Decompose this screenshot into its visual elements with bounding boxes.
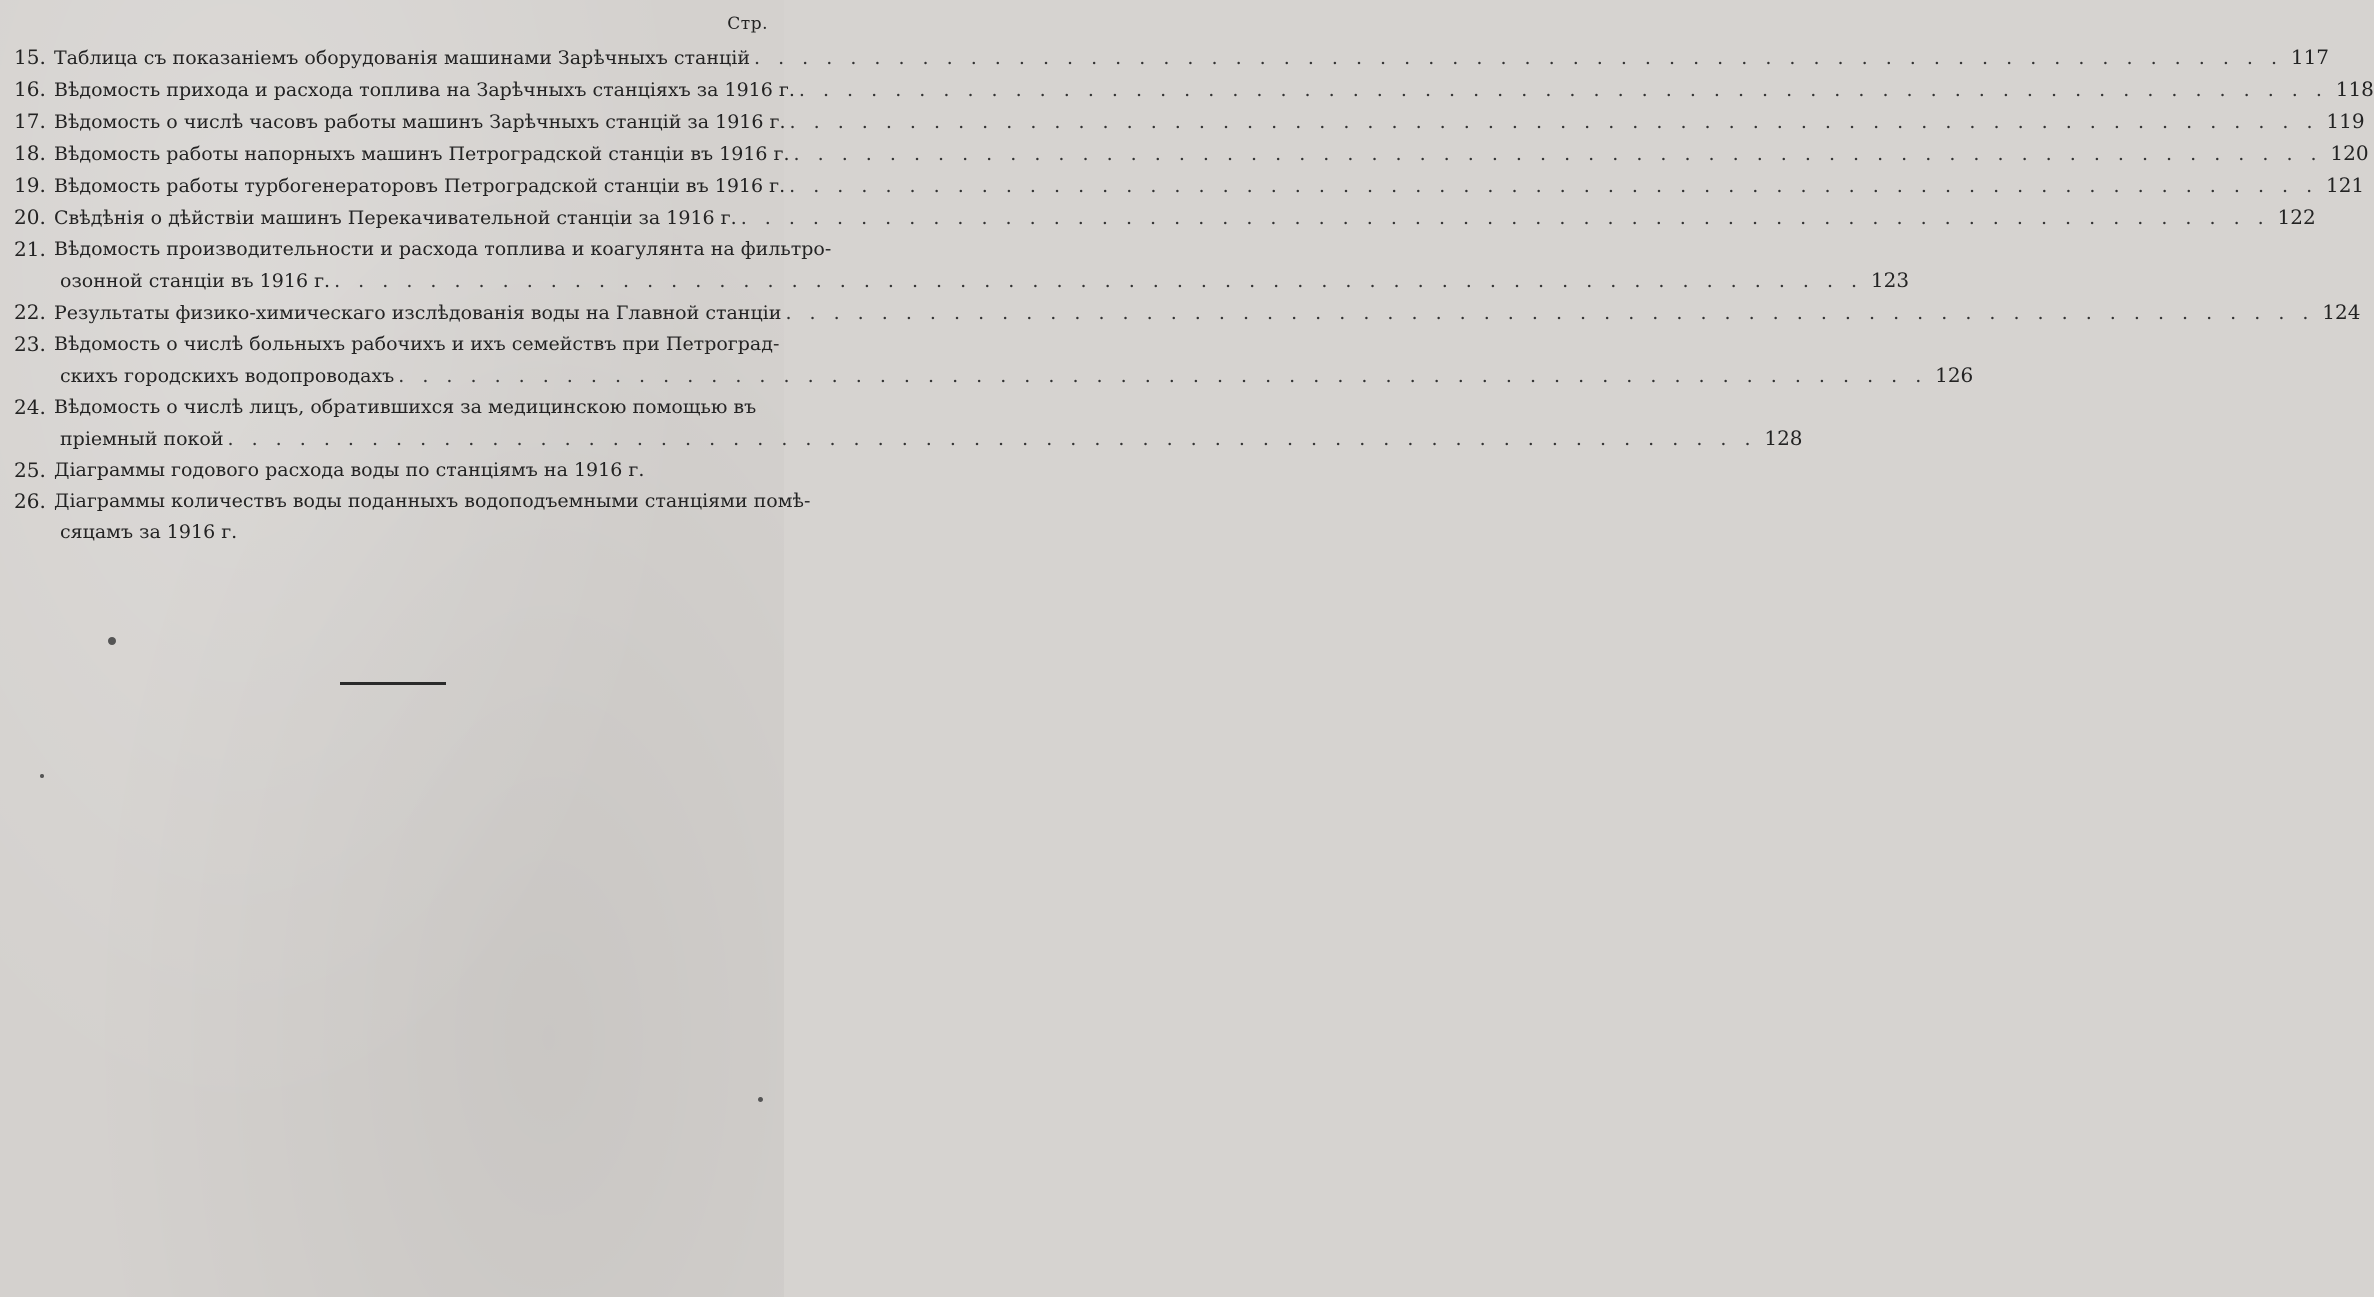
toc-entry-page-number: 126 xyxy=(1935,363,1974,387)
toc-entry-number: 24. xyxy=(14,395,46,419)
dot-leader xyxy=(754,43,2283,74)
toc-entry-line xyxy=(54,392,1803,423)
toc-entry-title: скихъ городскихъ водопроводахъ xyxy=(60,365,395,387)
toc-entry-number: 18. xyxy=(14,141,46,165)
toc-entry-page-number: 122 xyxy=(2277,205,2316,229)
toc-entry xyxy=(14,455,772,486)
toc-entry-title: Вѣдомость производительности и расхода топлива и коагулянта на фильтро- xyxy=(54,238,832,260)
toc-entry-body xyxy=(54,486,810,548)
toc-entry-title: озонной станціи въ 1916 г. xyxy=(60,270,331,292)
toc-entry-title: Вѣдомость о числѣ лицъ, обратившихся за медицинскою помощью въ xyxy=(54,396,757,418)
toc-entry-line xyxy=(54,74,2374,106)
toc-entry-number: 26. xyxy=(14,489,46,513)
toc-entry-title: сяцамъ за 1916 г. xyxy=(60,521,238,543)
toc-entry-title: Свѣдѣнія о дѣйствіи машинъ Перекачивательной станціи за 1916 г. xyxy=(54,207,737,229)
toc-entry-line xyxy=(54,423,1803,455)
toc-entry xyxy=(14,329,1974,392)
toc-entry-line xyxy=(54,455,772,486)
toc-entry-line xyxy=(54,486,810,517)
toc-entry-number: 19. xyxy=(14,173,46,197)
toc-entry-line xyxy=(54,42,2329,74)
toc-entry-line xyxy=(54,202,2316,234)
toc-entry-title: Вѣдомость прихода и расхода топлива на Зарѣчныхъ станціяхъ за 1916 г. xyxy=(54,79,795,101)
section-divider-rule xyxy=(340,682,446,685)
toc-entry-title: Вѣдомость о числѣ часовъ работы машинъ Зарѣчныхъ станцій за 1916 г. xyxy=(54,111,786,133)
toc-entry-body xyxy=(54,138,2369,170)
toc-entry xyxy=(14,74,2374,106)
toc-entry-page-number: 128 xyxy=(1764,426,1803,450)
toc-entry-number: 20. xyxy=(14,205,46,229)
toc-entry-body xyxy=(54,170,2364,202)
toc-entry-page-number: 124 xyxy=(2322,300,2361,324)
toc-entry-body xyxy=(54,329,1973,392)
toc-entry-number: 16. xyxy=(14,77,46,101)
toc-entry-body xyxy=(54,74,2374,106)
toc-entry-line xyxy=(54,234,1909,265)
toc-entry xyxy=(14,202,2316,234)
dot-leader xyxy=(799,75,2328,106)
dot-leader xyxy=(785,298,2314,329)
toc-entry-number: 22. xyxy=(14,300,46,324)
toc-entry-line xyxy=(54,265,1909,297)
toc-entry xyxy=(14,486,811,548)
toc-entry-number: 15. xyxy=(14,45,46,69)
toc-entry-title: Таблица съ показаніемъ оборудованія машинами Зарѣчныхъ станцій xyxy=(54,47,750,69)
toc-entry-page-number: 120 xyxy=(2330,141,2369,165)
toc-entry-title: Вѣдомость работы турбогенераторовъ Петроградской станціи въ 1916 г. xyxy=(54,175,786,197)
toc-entry-title: Діаграммы количествъ воды поданныхъ водоподъемными станціями помѣ- xyxy=(54,490,811,512)
toc-entry-title: Результаты физико-химическаго изслѣдованія воды на Главной станціи xyxy=(54,302,782,324)
toc-entry-title: Діаграммы годового расхода воды по станціямъ на 1916 г. xyxy=(54,459,645,481)
toc-entry-body xyxy=(54,106,2365,138)
toc-entry-number: 17. xyxy=(14,109,46,133)
toc-entry-line xyxy=(54,138,2369,170)
dot-leader xyxy=(334,266,1863,297)
dot-leader xyxy=(790,107,2319,138)
toc-entry-page-number: 117 xyxy=(2290,45,2330,69)
toc-entry-title: пріемный покой xyxy=(60,428,224,450)
table-of-contents xyxy=(14,42,2374,548)
toc-entry xyxy=(14,138,2369,170)
toc-entry-line xyxy=(54,297,2360,329)
toc-entry-title: Вѣдомость работы напорныхъ машинъ Петроградской станціи въ 1916 г. xyxy=(54,143,790,165)
paper-speck xyxy=(758,1097,763,1102)
toc-entry-line xyxy=(54,170,2364,202)
toc-entry xyxy=(14,42,2330,74)
toc-entry-body xyxy=(54,42,2329,74)
toc-entry-body xyxy=(54,392,1803,455)
toc-entry-page-number: 121 xyxy=(2325,173,2365,197)
toc-entry xyxy=(14,106,2365,138)
show-through-texture xyxy=(0,560,784,1297)
toc-entry-page-number: 123 xyxy=(1870,268,1910,292)
dot-leader xyxy=(789,171,2318,202)
toc-entry xyxy=(14,392,1803,455)
toc-entry-number: 21. xyxy=(14,237,46,261)
toc-entry-number: 23. xyxy=(14,332,46,356)
toc-entry-line xyxy=(54,106,2365,138)
toc-entry-line xyxy=(54,517,810,548)
paper-speck xyxy=(108,637,116,645)
toc-entry-body xyxy=(54,297,2360,329)
toc-entry-body xyxy=(54,202,2316,234)
toc-entry-title: Вѣдомость о числѣ больныхъ рабочихъ и ихъ семействъ при Петроград- xyxy=(54,333,780,355)
toc-entry-number: 25. xyxy=(14,458,46,482)
toc-entry-body xyxy=(54,234,1909,297)
toc-entry-line xyxy=(54,329,1973,360)
toc-entry xyxy=(14,297,2361,329)
toc-entry xyxy=(14,170,2365,202)
toc-entry-body xyxy=(54,455,772,486)
toc-entry-line xyxy=(54,360,1973,392)
toc-entry xyxy=(14,234,1910,297)
dot-leader xyxy=(741,203,2270,234)
toc-entry-page-number: 119 xyxy=(2326,109,2365,133)
paper-speck xyxy=(40,774,44,778)
dot-leader xyxy=(398,361,1927,392)
toc-entry-page-number: 118 xyxy=(2335,77,2374,101)
dot-leader xyxy=(228,424,1757,455)
page-column-header: Стр. xyxy=(727,14,768,34)
dot-leader xyxy=(794,139,2323,170)
